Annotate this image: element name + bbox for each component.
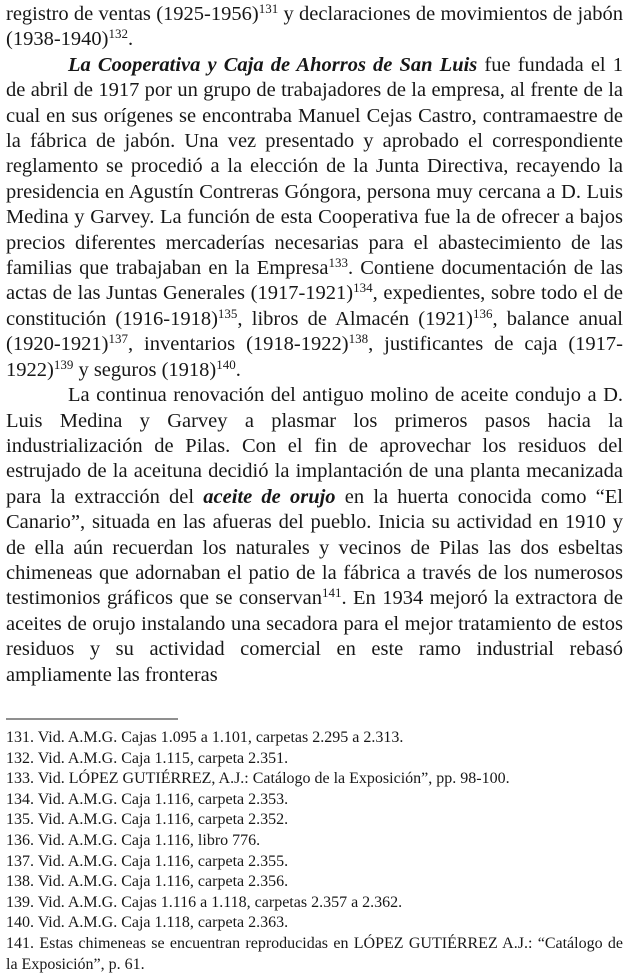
footnote-item: 135. Vid. A.M.G. Caja 1.116, carpeta 2.352. <box>6 811 289 829</box>
footnote-area <box>6 713 623 975</box>
footnote-ref: 131 <box>258 2 279 16</box>
footnote-item: 132. Vid. A.M.G. Caja 1.115, carpeta 2.351. <box>6 749 289 767</box>
footnote-ref: 134 <box>353 280 373 296</box>
text-run: aceite de orujo <box>203 485 336 508</box>
text-run: . Contiene documentación de las actas de las Juntas Generales (1917-1921) <box>6 257 623 305</box>
text-run: y seguros (1918) <box>73 358 217 381</box>
footnote-ref: 137 <box>108 331 128 347</box>
footnote-ref: 139 <box>53 356 74 372</box>
text-run: La continua renovación del antiguo molino de aceite condujo a D. Luis Medina y Garvey a plasmar los primeros pasos hacia la industrialización de Pilas. Con el fin de aprovechar los residuos del estrujado de la aceituna decidió la implantación de una planta mecanizada para la extracción del <box>6 384 623 508</box>
footnote-ref: 136 <box>472 305 493 321</box>
footnote-list <box>6 728 623 975</box>
footnote-item: 137. Vid. A.M.G. Caja 1.116, carpeta 2.355. <box>6 852 289 870</box>
text-run: . <box>127 28 134 51</box>
text-run: , inventarios (1918-1922) <box>127 333 349 356</box>
text-run: La Cooperativa y Caja de Ahorros de San Luis <box>68 53 478 76</box>
footnote-separator-rule <box>6 718 178 720</box>
footnote-item: 141. Estas chimeneas se encuentran reproducidas en LÓPEZ GUTIÉRREZ A.J.: “Catálogo de la Exposición”, p. 61. <box>6 934 623 973</box>
text-run: registro de ventas (1925-1956) <box>6 3 259 25</box>
text-run: . <box>235 358 241 381</box>
footnote-item: 134. Vid. A.M.G. Caja 1.116, carpeta 2.353. <box>6 790 289 808</box>
footnote-item: 139. Vid. A.M.G. Cajas 1.116 a 1.118, carpetas 2.357 a 2.362. <box>6 893 403 911</box>
footnote-item: 133. Vid. LÓPEZ GUTIÉRREZ, A.J.: Catálogo de la Exposición”, pp. 98-100. <box>6 770 510 788</box>
text-run: , libros de Almacén (1921) <box>237 307 473 330</box>
footnote-ref: 133 <box>328 255 348 271</box>
footnote-item: 140. Vid. A.M.G. Caja 1.118, carpeta 2.363. <box>6 914 289 932</box>
body-paragraph <box>6 53 623 383</box>
footnote-ref: 138 <box>348 331 369 347</box>
footnote-ref: 141 <box>321 585 342 601</box>
footnote-item: 138. Vid. A.M.G. Caja 1.116, carpeta 2.356. <box>6 873 289 891</box>
text-run: , expedientes, sobre todo el de constitución (1916-1918) <box>6 282 623 330</box>
text-run: , justificantes de caja (1917-1922) <box>6 333 623 381</box>
footnote-item: 136. Vid. A.M.G. Caja 1.116, libro 776. <box>6 831 261 849</box>
footnote-ref: 132 <box>108 26 128 42</box>
text-run: y declaraciones de movimientos de jabón (1938-1940) <box>6 3 623 51</box>
body-text <box>6 2 623 688</box>
text-run: en la huerta conocida como “El Canario”, situada en las afueras del pueblo. Inicia su actividad en 1910 y de ella aún recuerdan los naturales y vecinos de Pilas las dos esbeltas chimeneas que adornaban el patio de la fábrica a través de los numerosos testimonios gráficos que se conservan <box>6 485 623 610</box>
text-run: , balance anual (1920-1921) <box>6 307 623 356</box>
body-paragraph <box>6 383 623 688</box>
footnote-ref: 135 <box>217 305 238 321</box>
footnote-ref: 140 <box>216 356 236 372</box>
text-run: . En 1934 mejoró la extractora de aceites de orujo instalando una secadora para el mejor tratamiento de estos residuos y su actividad comercial en este ramo industrial rebasó ampliamente las fronteras <box>6 587 623 686</box>
body-paragraph <box>6 2 623 53</box>
text-run: fue fundada el 1 de abril de 1917 por un grupo de trabajadores de la empresa, al frente de la cual en sus orígenes se encontraba Manuel Cejas Castro, contramaestre de la fábrica de jabón. Una vez presentado y aprobado el correspondiente reglamento se procedió a la elección de la Junta Directiva, recayendo la presidencia en Agustín Contreras Góngora, persona muy cercana a D. Luis Medina y Garvey. La función de esta Cooperativa fue la de ofrecer a bajos precios diferentes mercaderías necesarias para el abastecimiento de las familias que trabajaban en la Empresa <box>6 53 623 280</box>
footnote-item: 131. Vid. A.M.G. Cajas 1.095 a 1.101, carpetas 2.295 a 2.313. <box>6 729 404 746</box>
